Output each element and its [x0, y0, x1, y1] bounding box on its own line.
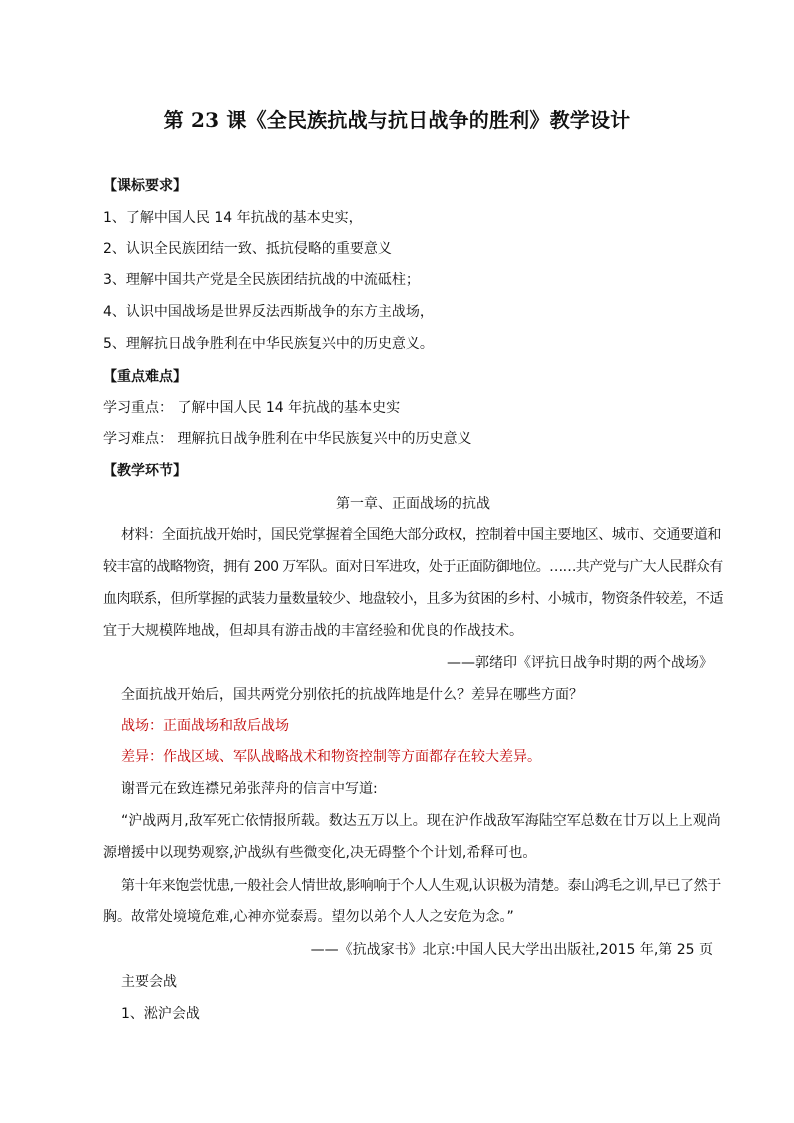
key-point: 学习重点： 了解中国人民 14 年抗战的基本史实: [103, 400, 401, 416]
letter-line: 胸。故常处境境危难,心神亦觉泰焉。望勿以弟个人人之安危为念。”: [103, 909, 514, 925]
answer-battlefield: 战场：正面战场和敌后战场: [121, 718, 289, 734]
material-paragraph-line: 血肉联系，但所掌握的武装力量数量较少、地盘较小，且多为贫困的乡村、小城市，物资条件较差，不适: [103, 591, 723, 607]
material-paragraph-line: 较丰富的战略物资，拥有 200 万军队。面对日军进攻，处于正面防御地位。……共产党与广大人民群众有: [103, 559, 723, 575]
letter-source: ——《抗战家书》北京:中国人民大学出出版社,2015 年,第 25 页: [310, 942, 713, 958]
material-source: ——郭绪印《评抗日战争时期的两个战场》: [447, 655, 713, 671]
letter-line: 源增援中以现势观察,沪战纵有些微变化,决无碍整个个计划,希释可也。: [103, 845, 537, 861]
answer-difference: 差异：作战区域、军队战略战术和物资控制等方面都存在较大差异。: [121, 749, 541, 765]
section-curriculum-heading: 【课标要求】: [103, 178, 187, 194]
curriculum-item: 4、认识中国战场是世界反法西斯战争的东方主战场，: [103, 304, 434, 320]
curriculum-item: 2、认识全民族团结一致、抵抗侵略的重要意义: [103, 241, 392, 257]
letter-intro: 谢晋元在致连襟兄弟张萍舟的信言中写道:: [121, 781, 378, 797]
section-keypoints-heading: 【重点难点】: [103, 369, 187, 385]
curriculum-item: 1、了解中国人民 14 年抗战的基本史实，: [103, 210, 363, 226]
page-title: 第 23 课《全民族抗战与抗日战争的胜利》教学设计: [163, 108, 631, 132]
chapter-heading: 第一章、正面战场的抗战: [336, 496, 490, 512]
battle-item: 1、淞沪会战: [121, 1006, 200, 1022]
difficult-point: 学习难点： 理解抗日战争胜利在中华民族复兴中的历史意义: [103, 431, 472, 447]
letter-line: “沪战两月,敌军死亡依情报所载。数达五万以上。现在沪作战敌军海陆空军总数在廿万以上上观尚: [121, 813, 721, 829]
material-paragraph-line: 宜于大规模阵地战，但却具有游击战的丰富经验和优良的作战技术。: [103, 623, 523, 639]
section-teaching-heading: 【教学环节】: [103, 463, 187, 479]
curriculum-item: 5、理解抗日战争胜利在中华民族复兴中的历史意义。: [103, 336, 434, 352]
curriculum-item: 3、理解中国共产党是全民族团结抗战的中流砥柱；: [103, 272, 420, 288]
letter-line: 第十年来饱尝忧患,一般社会人情世故,影响响于个人人生观,认识极为清楚。泰山鸿毛之训,早已了然于: [121, 878, 721, 894]
main-battles-heading: 主要会战: [121, 974, 177, 990]
material-paragraph-line: 材料：全面抗战开始时，国民党掌握着全国绝大部分政权，控制着中国主要地区、城市、交通要道和: [121, 527, 721, 543]
question: 全面抗战开始后，国共两党分别依托的抗战阵地是什么？差异在哪些方面？: [121, 687, 583, 703]
